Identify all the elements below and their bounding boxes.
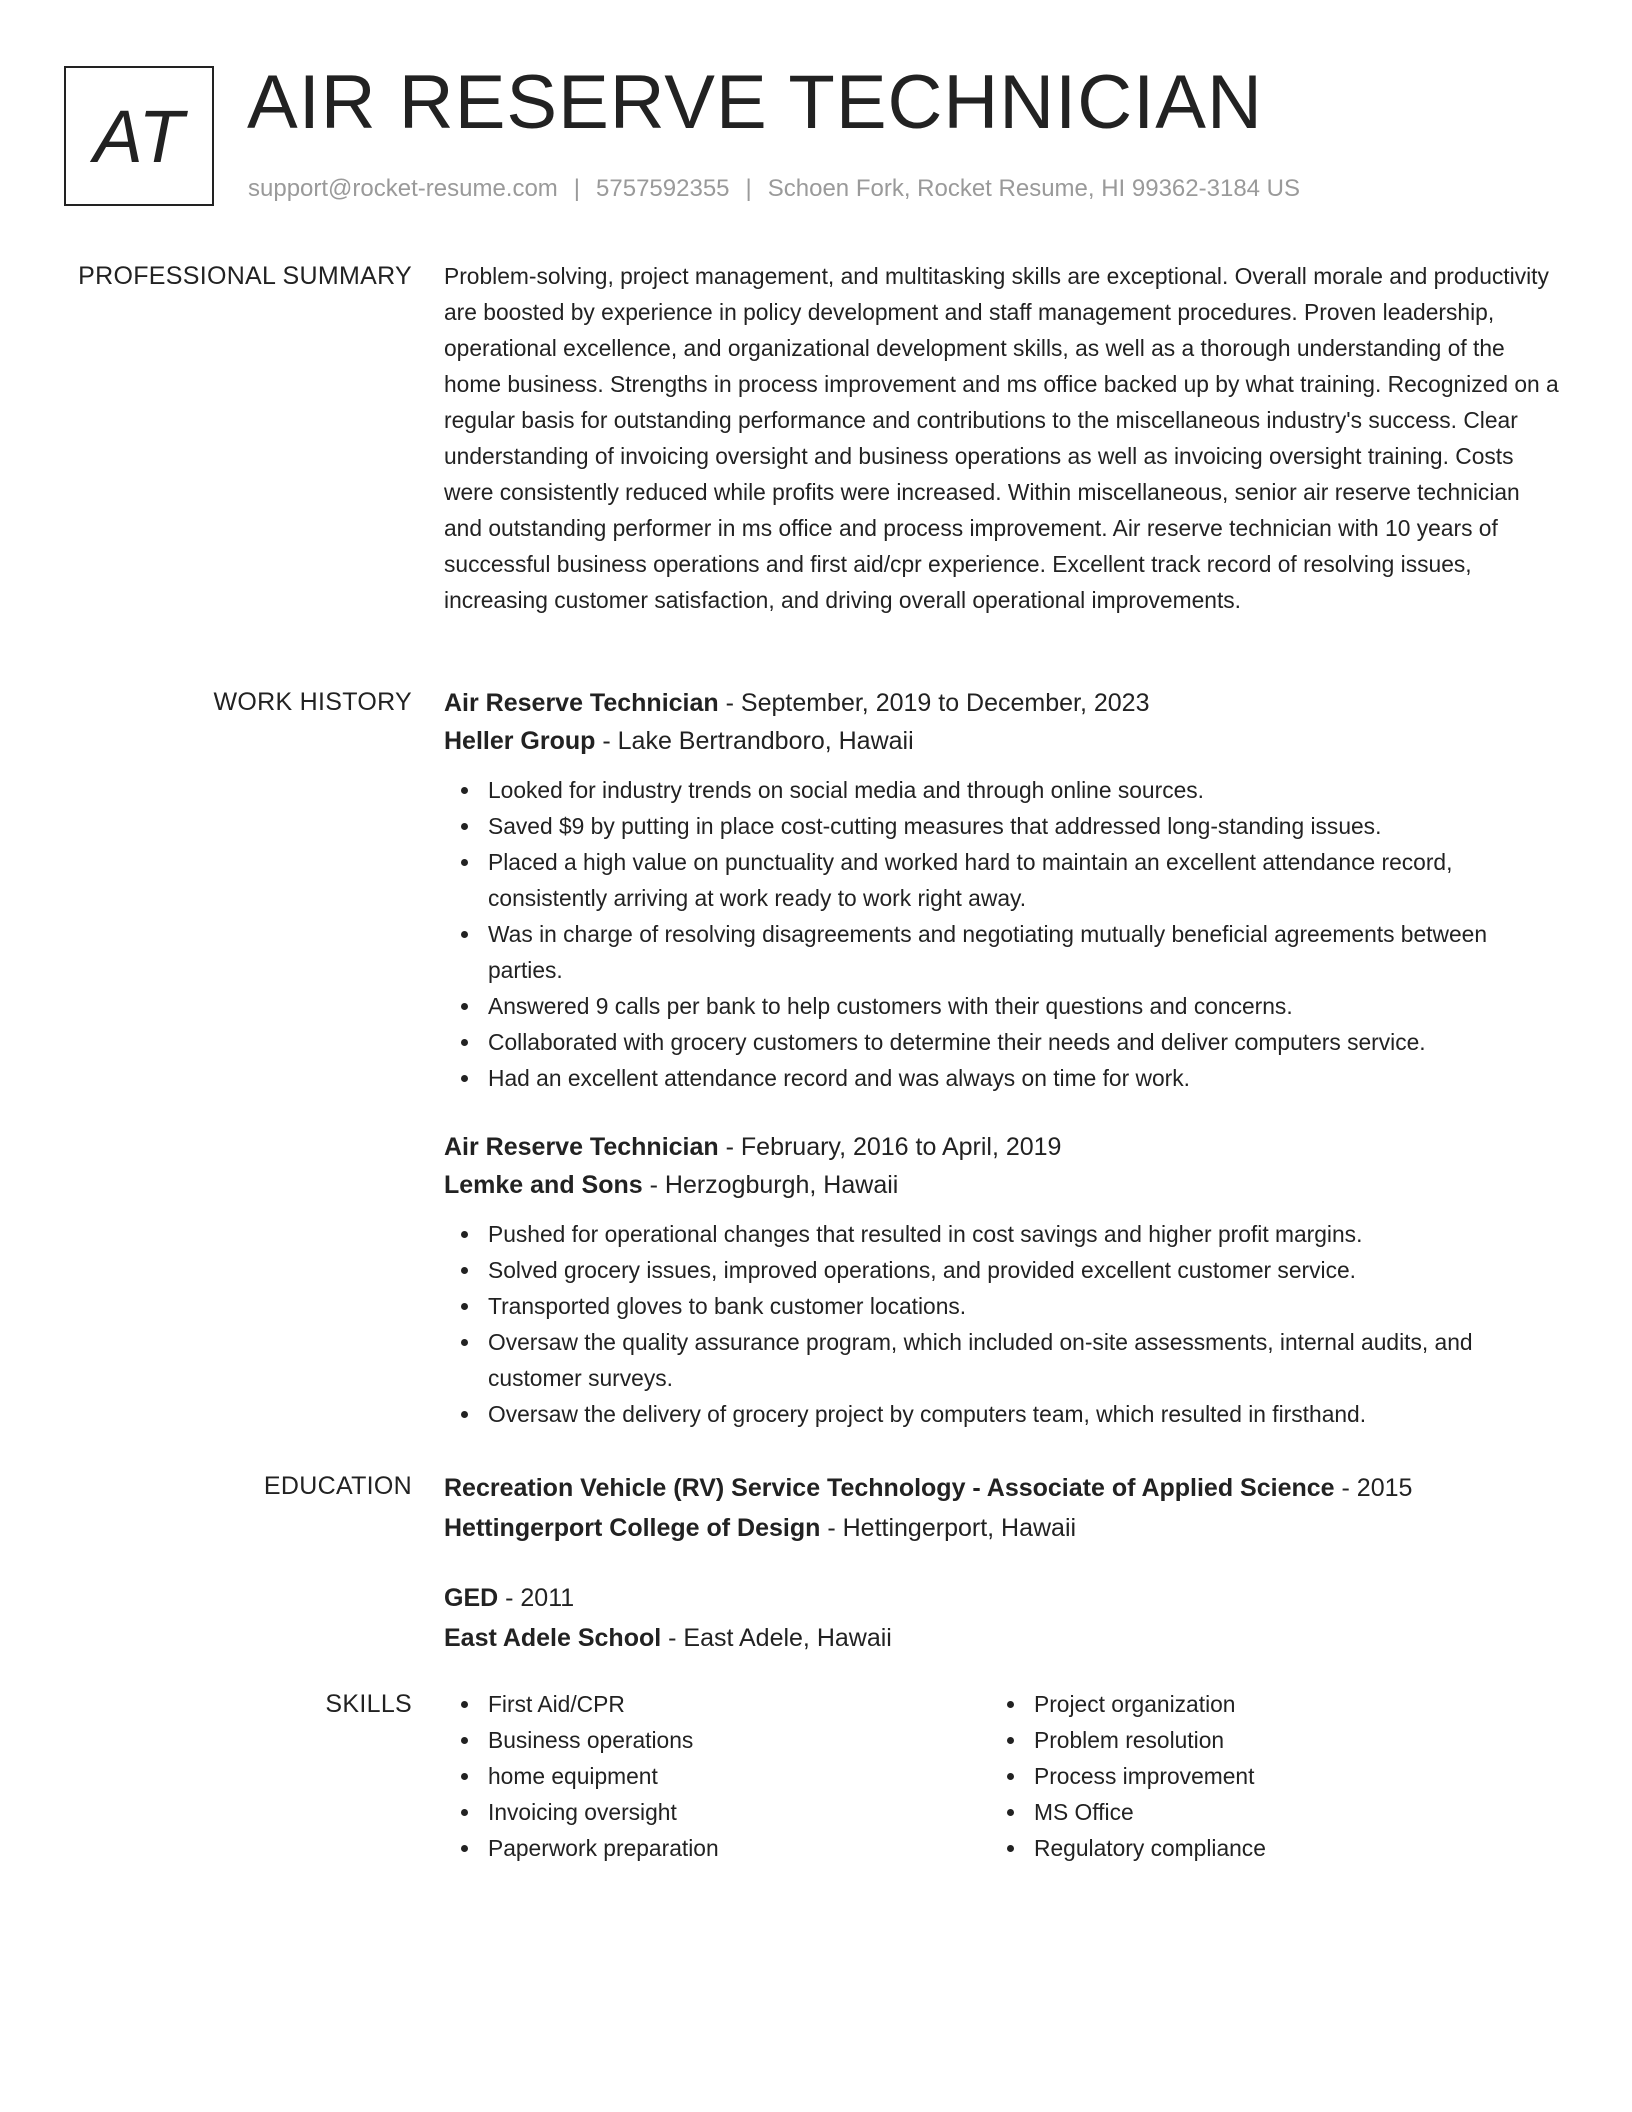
job-title: Air Reserve Technician	[444, 1133, 719, 1161]
skills-columns	[444, 1686, 1560, 1866]
skills-list	[444, 1686, 990, 1866]
skill-item: Regulatory compliance	[1034, 1830, 1536, 1866]
education-school: East Adele School	[444, 1624, 662, 1652]
education-degree: Recreation Vehicle (RV) Service Technology - Associate of Applied Science	[444, 1474, 1335, 1502]
job-company-line	[444, 1166, 1560, 1204]
skills-body	[444, 1686, 1560, 1866]
education-degree-line	[444, 1468, 1560, 1508]
education-entry	[444, 1578, 1560, 1658]
education-year: - 2015	[1334, 1474, 1413, 1502]
skill-item: Invoicing oversight	[488, 1794, 990, 1830]
contact-email: support@rocket-resume.com	[248, 175, 558, 202]
job-entry	[444, 1128, 1560, 1432]
monogram-logo	[64, 66, 214, 206]
education-year: - 2011	[498, 1584, 575, 1612]
skill-item: Paperwork preparation	[488, 1830, 990, 1866]
job-bullet: Oversaw the delivery of grocery project by computers team, which resulted in firsthand.	[488, 1396, 1560, 1432]
contact-phone: 5757592355	[596, 175, 730, 202]
skill-item: Business operations	[488, 1722, 990, 1758]
section-label-skills: SKILLS	[325, 1690, 412, 1718]
job-bullet: Collaborated with grocery customers to determine their needs and deliver computers service.	[488, 1024, 1560, 1060]
education-degree-line	[444, 1578, 1560, 1618]
summary-body	[444, 258, 1560, 618]
skill-item: Project organization	[1034, 1686, 1536, 1722]
education-entry	[444, 1468, 1560, 1548]
job-dates: - September, 2019 to December, 2023	[718, 689, 1150, 717]
skills-column-right	[990, 1686, 1536, 1866]
job-location: - Lake Bertrandboro, Hawaii	[595, 727, 914, 755]
skills-column-left	[444, 1686, 990, 1866]
skill-item: home equipment	[488, 1758, 990, 1794]
job-dates: - February, 2016 to April, 2019	[718, 1133, 1062, 1161]
page-title: AIR RESERVE TECHNICIAN	[247, 60, 1263, 145]
work-history-body	[444, 684, 1560, 1432]
education-location: - Hettingerport, Hawaii	[820, 1514, 1077, 1542]
skill-item: Problem resolution	[1034, 1722, 1536, 1758]
job-bullet: Looked for industry trends on social media and through online sources.	[488, 772, 1560, 808]
education-degree: GED	[444, 1584, 499, 1612]
job-location: - Herzogburgh, Hawaii	[642, 1171, 899, 1199]
job-bullet: Oversaw the quality assurance program, which included on-site assessments, internal audits, and customer surveys.	[488, 1324, 1560, 1396]
job-bullet: Pushed for operational changes that resulted in cost savings and higher profit margins.	[488, 1216, 1560, 1252]
section-label-summary: PROFESSIONAL SUMMARY	[78, 262, 412, 290]
skill-item: Process improvement	[1034, 1758, 1536, 1794]
education-body	[444, 1468, 1560, 1658]
job-bullet: Was in charge of resolving disagreements and negotiating mutually beneficial agreements between parties.	[488, 916, 1560, 988]
contact-address: Schoen Fork, Rocket Resume, HI 99362-3184 US	[767, 175, 1301, 202]
job-bullet: Answered 9 calls per bank to help customers with their questions and concerns.	[488, 988, 1560, 1024]
job-bullet: Placed a high value on punctuality and worked hard to maintain an excellent attendance record, consistently arriving at work ready to work right away.	[488, 844, 1560, 916]
education-school-line	[444, 1508, 1560, 1548]
skill-item: MS Office	[1034, 1794, 1536, 1830]
skills-list	[990, 1686, 1536, 1866]
monogram-initials: AT	[93, 94, 185, 178]
contact-line	[248, 174, 1300, 204]
job-bullet: Solved grocery issues, improved operations, and provided excellent customer service.	[488, 1252, 1560, 1288]
job-title: Air Reserve Technician	[444, 689, 719, 717]
job-bullet: Transported gloves to bank customer locations.	[488, 1288, 1560, 1324]
job-bullet: Saved $9 by putting in place cost-cutting measures that addressed long-standing issues.	[488, 808, 1560, 844]
job-company: Lemke and Sons	[444, 1171, 643, 1199]
job-title-line	[444, 684, 1560, 722]
job-bullets	[444, 1216, 1560, 1432]
education-school: Hettingerport College of Design	[444, 1514, 821, 1542]
summary-text: Problem-solving, project management, and multitasking skills are exceptional. Overall morale and productivity are boosted by experience in policy development and staff management procedures. Proven leadership, operational excellence, and organizational development skills, as well as a thorough understanding of the home business. Strengths in process improvement and ms office backed up by what training. Recognized on a regular basis for outstanding performance and contributions to the miscellaneous industry's success. Clear understanding of invoicing oversight and business operations as well as invoicing oversight training. Costs were consistently reduced while profits were increased. Within miscellaneous, senior air reserve technician and outstanding performer in ms office and process improvement. Air reserve technician with 10 years of successful business operations and first aid/cpr experience. Excellent track record of resolving issues, increasing customer satisfaction, and driving overall operational improvements.	[444, 263, 1559, 613]
job-bullets	[444, 772, 1560, 1096]
job-title-line	[444, 1128, 1560, 1166]
skill-item: First Aid/CPR	[488, 1686, 990, 1722]
contact-separator: |	[745, 175, 752, 202]
section-label-work-history: WORK HISTORY	[213, 688, 412, 716]
education-location: - East Adele, Hawaii	[661, 1624, 892, 1652]
education-school-line	[444, 1618, 1560, 1658]
job-company-line	[444, 722, 1560, 760]
contact-separator: |	[573, 175, 581, 202]
job-entry	[444, 684, 1560, 1096]
job-bullet: Had an excellent attendance record and was always on time for work.	[488, 1060, 1560, 1096]
job-company: Heller Group	[444, 727, 596, 755]
section-label-education: EDUCATION	[263, 1472, 412, 1500]
